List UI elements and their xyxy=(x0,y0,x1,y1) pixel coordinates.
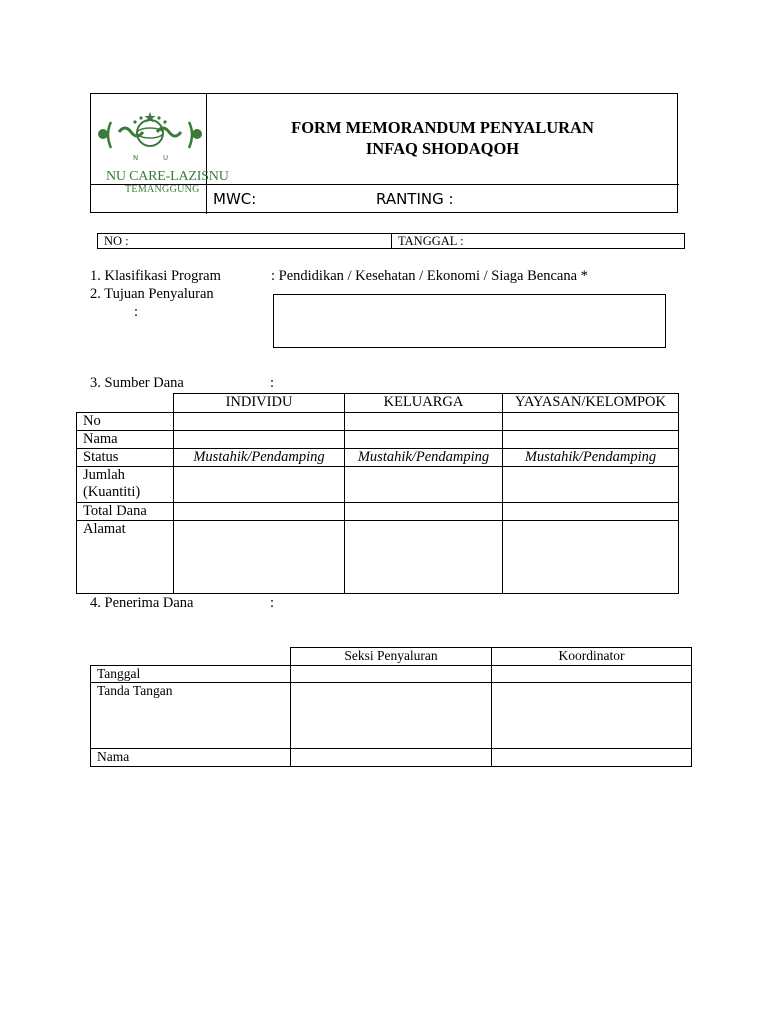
cell-nama-keluarga[interactable] xyxy=(345,431,503,449)
cell-alamat-individu[interactable] xyxy=(174,521,345,594)
table-row xyxy=(77,449,679,467)
cell-total-yayasan[interactable] xyxy=(503,503,679,521)
column-header-yayasan: YAYASAN/KELOMPOK xyxy=(503,394,679,413)
form-title-line-1: FORM MEMORANDUM PENYALURAN xyxy=(291,118,594,137)
table-row xyxy=(77,413,679,431)
cell-alamat-yayasan[interactable] xyxy=(503,521,679,594)
cell-total-keluarga[interactable] xyxy=(345,503,503,521)
cell-alamat-keluarga[interactable] xyxy=(345,521,503,594)
cell-no-keluarga[interactable] xyxy=(345,413,503,431)
status-individu: Mustahik/Pendamping xyxy=(174,449,345,467)
table-row xyxy=(91,666,692,683)
mwc-label: MWC: xyxy=(213,190,257,208)
column-header-keluarga: KELUARGA xyxy=(345,394,503,413)
cell-tanggal-koordinator[interactable] xyxy=(492,666,692,683)
row-label-tanggal: Tanggal xyxy=(91,666,291,683)
cell-no-yayasan[interactable] xyxy=(503,413,679,431)
row-label-nama: Nama xyxy=(77,431,174,449)
row-label-nama: Nama xyxy=(91,749,291,767)
table-row xyxy=(77,503,679,521)
cell-jumlah-individu[interactable] xyxy=(174,467,345,503)
signature-table xyxy=(90,647,692,767)
cell-nama-yayasan[interactable] xyxy=(503,431,679,449)
status-keluarga: Mustahik/Pendamping xyxy=(345,449,503,467)
row-label-tanda-tangan: Tanda Tangan xyxy=(91,683,291,749)
nu-care-lazisnu-logo xyxy=(97,108,229,195)
cell-nama-seksi[interactable] xyxy=(291,749,492,767)
table-header-row xyxy=(77,394,679,413)
tujuan-label: 2. Tujuan Penyaluran xyxy=(90,286,214,302)
logo-brand-text: NU CARE-LAZISNU xyxy=(106,169,229,184)
cell-ttd-seksi[interactable] xyxy=(291,683,492,749)
cell-jumlah-yayasan[interactable] xyxy=(503,467,679,503)
tujuan-colon: : xyxy=(134,304,139,320)
logo-emblem-icon xyxy=(97,108,203,168)
cell-nama-koordinator[interactable] xyxy=(492,749,692,767)
ranting-label: RANTING : xyxy=(376,190,454,208)
row-label-no: No xyxy=(77,413,174,431)
table-row xyxy=(77,431,679,449)
klasifikasi-options: : Pendidikan / Kesehatan / Ekonomi / Siaga Bencana * xyxy=(271,268,588,284)
cell-no-individu[interactable] xyxy=(174,413,345,431)
table-corner-cell xyxy=(91,648,291,666)
row-label-status: Status xyxy=(77,449,174,467)
logo-region-text: TEMANGGUNG xyxy=(125,184,200,195)
status-yayasan: Mustahik/Pendamping xyxy=(503,449,679,467)
svg-text:N: N xyxy=(133,154,139,162)
table-corner-cell xyxy=(77,394,174,413)
column-header-individu: INDIVIDU xyxy=(174,394,345,413)
column-header-seksi-penyaluran: Seksi Penyaluran xyxy=(291,648,492,666)
cell-total-individu[interactable] xyxy=(174,503,345,521)
penerima-dana-label: 4. Penerima Dana xyxy=(90,595,194,611)
table-row xyxy=(91,749,692,767)
cell-ttd-koordinator[interactable] xyxy=(492,683,692,749)
row-label-total-dana: Total Dana xyxy=(77,503,174,521)
column-header-koordinator: Koordinator xyxy=(492,648,692,666)
sumber-dana-table xyxy=(76,393,679,594)
no-label: NO : xyxy=(104,234,129,248)
tujuan-input-box[interactable] xyxy=(273,294,666,348)
sumber-dana-label: 3. Sumber Dana xyxy=(90,375,184,391)
penerima-dana-colon: : xyxy=(270,595,275,611)
no-tanggal-divider xyxy=(391,234,392,248)
cell-jumlah-keluarga[interactable] xyxy=(345,467,503,503)
no-tanggal-row xyxy=(97,233,685,249)
cell-nama-individu[interactable] xyxy=(174,431,345,449)
table-header-row xyxy=(91,648,692,666)
form-title-line-2: INFAQ SHODAQOH xyxy=(365,139,520,158)
klasifikasi-label: 1. Klasifikasi Program xyxy=(90,268,221,284)
svg-text:U: U xyxy=(163,154,169,162)
table-row xyxy=(77,467,679,503)
form-header xyxy=(90,93,678,213)
cell-tanggal-seksi[interactable] xyxy=(291,666,492,683)
row-label-alamat: Alamat xyxy=(77,521,174,594)
sumber-dana-colon: : xyxy=(270,375,275,391)
table-row xyxy=(77,521,679,594)
row-label-jumlah: Jumlah (Kuantiti) xyxy=(77,467,174,503)
tanggal-label: TANGGAL : xyxy=(398,234,464,248)
table-row xyxy=(91,683,692,749)
